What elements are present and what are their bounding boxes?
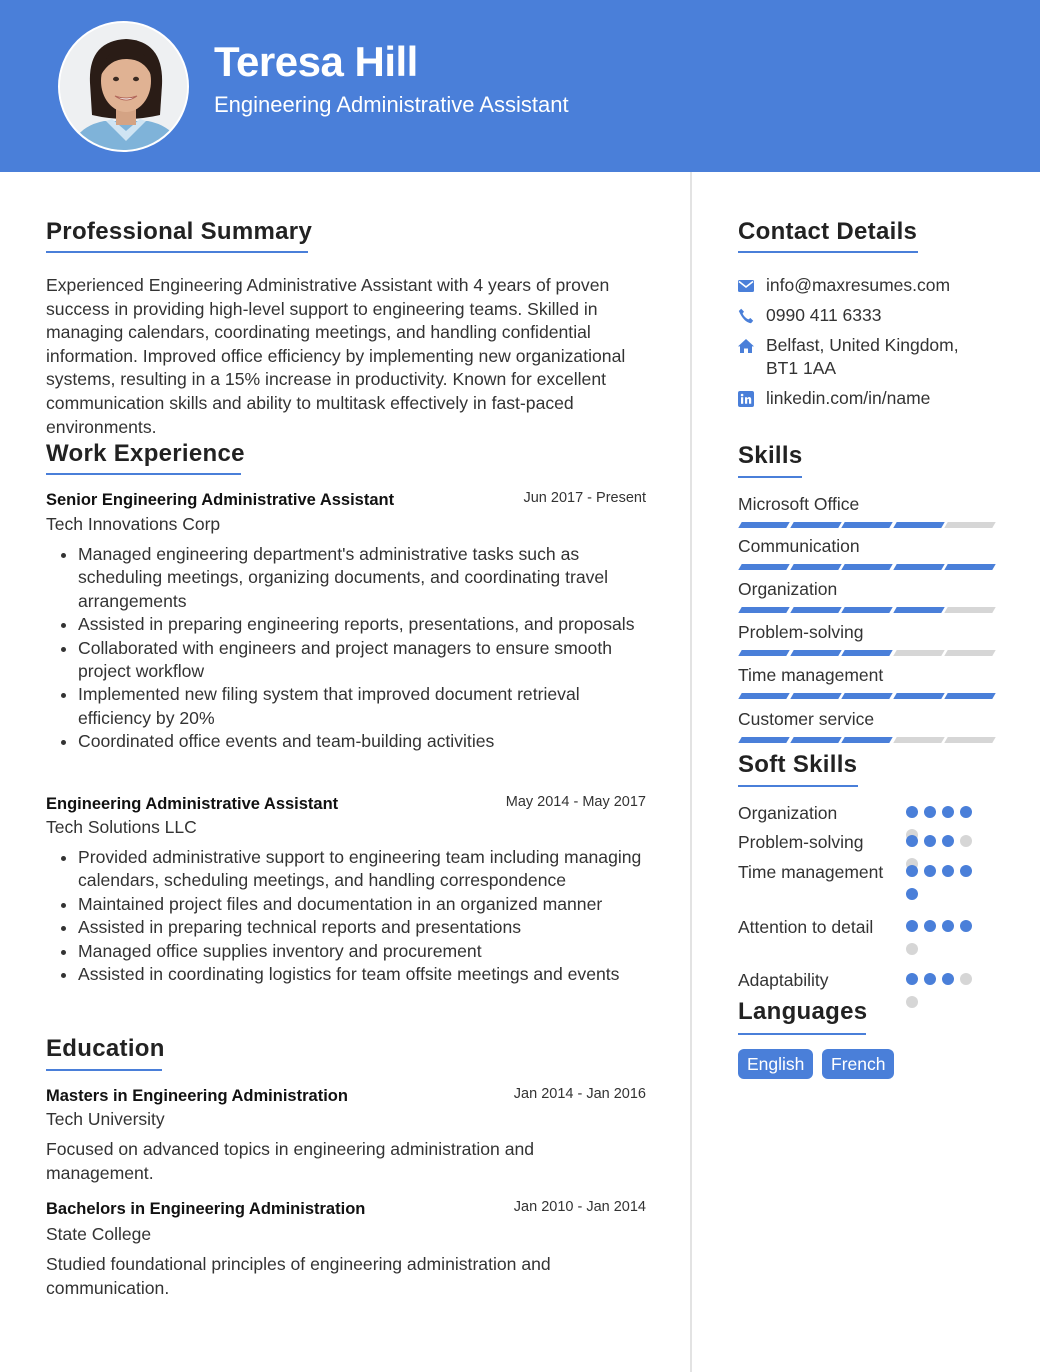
envelope-icon xyxy=(738,277,754,293)
rating-dot-filled xyxy=(906,865,918,877)
skill-segment-filled xyxy=(893,564,944,570)
skill-segment-filled xyxy=(944,564,995,570)
degree-date: Jan 2014 - Jan 2016 xyxy=(513,1086,646,1102)
rating-dot-empty xyxy=(960,835,972,847)
skill-segment-filled xyxy=(790,564,841,570)
language-tag: English xyxy=(738,1049,813,1079)
summary-text: Experienced Engineering Administrative Assistant with 4 years of proven success in providing high-level support to engineering teams. Skilled in managing calendars, coordinating meetings, and handling confidential information. Improved office efficiency by implementing new organizational systems, resulting in a 15% increase in productivity. Known for excellent communication skills and ability to multitask effectively in fast-paced environments. xyxy=(46,275,626,437)
skill-segment-filled xyxy=(944,693,995,699)
email-text: info@maxresumes.com xyxy=(766,275,951,295)
job-title: Senior Engineering Administrative Assistant xyxy=(46,491,395,509)
skill-segment-empty xyxy=(944,607,995,613)
soft-skill-name: Time management xyxy=(738,862,884,882)
job-bullet: • Collaborated with engineers and project managers to ensure smooth project workflow xyxy=(78,637,648,684)
language-tag: French xyxy=(822,1049,894,1079)
skill-segment-filled xyxy=(738,564,789,570)
skill-level-bar xyxy=(738,693,993,699)
contact-phone[interactable] xyxy=(738,304,998,328)
skills-underline xyxy=(738,476,802,478)
linkedin-text: linkedin.com/in/name xyxy=(766,388,931,408)
skill-segment-filled xyxy=(790,737,841,743)
skill-name: Time management xyxy=(738,665,884,685)
skill-segment-filled xyxy=(841,737,892,743)
phone-icon xyxy=(738,307,754,323)
profile-photo xyxy=(58,21,189,152)
rating-dot-filled xyxy=(924,973,936,985)
rating-dot-filled xyxy=(960,865,972,877)
degree-title: Masters in Engineering Administration xyxy=(46,1087,348,1105)
soft-skills-heading: Soft Skills xyxy=(738,751,858,778)
skill-segment-filled xyxy=(841,693,892,699)
linkedin-icon xyxy=(738,390,754,406)
soft-skill-name: Adaptability xyxy=(738,970,829,990)
skill-name: Organization xyxy=(738,579,838,599)
skill-level-bar xyxy=(738,564,993,570)
rating-dot-filled xyxy=(924,920,936,932)
candidate-title: Engineering Administrative Assistant xyxy=(214,92,569,117)
skill-name: Problem-solving xyxy=(738,622,864,642)
degree-title: Bachelors in Engineering Administration xyxy=(46,1200,366,1218)
skill-level-bar xyxy=(738,522,993,528)
rating-dot-filled xyxy=(924,835,936,847)
rating-dot-empty xyxy=(960,973,972,985)
job-company: Tech Solutions LLC xyxy=(46,817,197,837)
soft-skill-name: Organization xyxy=(738,803,838,823)
skill-segment-filled xyxy=(893,522,944,528)
rating-dot-filled xyxy=(942,865,954,877)
skill-level-bar xyxy=(738,607,993,613)
job-date: May 2014 - May 2017 xyxy=(505,794,646,810)
soft-skills-underline xyxy=(738,785,858,787)
rating-dot-filled xyxy=(960,806,972,818)
rating-dot-filled xyxy=(906,973,918,985)
school-name: Tech University xyxy=(46,1109,165,1129)
rating-dot-filled xyxy=(942,835,954,847)
rating-dot-filled xyxy=(906,888,918,900)
skill-segment-filled xyxy=(738,693,789,699)
address-text: Belfast, United Kingdom, BT1 1AA xyxy=(766,335,959,378)
rating-dot-filled xyxy=(942,973,954,985)
rating-dot-filled xyxy=(942,806,954,818)
skill-segment-filled xyxy=(790,607,841,613)
skill-segment-filled xyxy=(738,650,789,656)
contact-underline xyxy=(738,251,918,253)
skill-segment-filled xyxy=(893,693,944,699)
skill-segment-empty xyxy=(944,522,995,528)
skill-segment-filled xyxy=(790,693,841,699)
skill-segment-filled xyxy=(841,564,892,570)
skill-segment-empty xyxy=(944,650,995,656)
skill-segment-filled xyxy=(790,522,841,528)
rating-dot-filled xyxy=(924,865,936,877)
degree-date: Jan 2010 - Jan 2014 xyxy=(513,1199,646,1215)
rating-dot-empty xyxy=(906,943,918,955)
skill-segment-empty xyxy=(893,737,944,743)
skill-segment-filled xyxy=(893,607,944,613)
work-underline xyxy=(46,473,241,475)
resume-header xyxy=(0,0,1040,172)
education-underline xyxy=(46,1069,162,1071)
skill-segment-filled xyxy=(738,522,789,528)
skill-segment-filled xyxy=(790,650,841,656)
skills-heading: Skills xyxy=(738,442,803,469)
job-bullet: • Maintained project files and documentation in an organized manner xyxy=(78,893,648,916)
summary-underline xyxy=(46,251,308,253)
contact-email[interactable] xyxy=(738,274,998,298)
skill-segment-filled xyxy=(738,737,789,743)
rating-dot-empty xyxy=(906,996,918,1008)
skill-segment-filled xyxy=(841,607,892,613)
job-bullet: • Coordinated office events and team-building activities xyxy=(78,730,648,753)
degree-description: Focused on advanced topics in engineering administration and management. xyxy=(46,1139,535,1183)
job-bullets xyxy=(60,543,648,754)
contact-heading: Contact Details xyxy=(738,218,918,245)
languages-heading: Languages xyxy=(738,998,868,1025)
school-name: State College xyxy=(46,1224,152,1244)
skill-segment-filled xyxy=(841,522,892,528)
work-heading: Work Experience xyxy=(46,440,245,467)
contact-linkedin[interactable] xyxy=(738,387,998,411)
rating-dot-filled xyxy=(942,920,954,932)
job-bullet: • Assisted in preparing engineering reports, presentations, and proposals xyxy=(78,613,648,636)
skill-segment-filled xyxy=(841,650,892,656)
job-title: Engineering Administrative Assistant xyxy=(46,795,339,813)
rating-dot-filled xyxy=(906,920,918,932)
skill-level-bar xyxy=(738,650,993,656)
languages-underline xyxy=(738,1033,866,1035)
rating-dot-filled xyxy=(906,806,918,818)
soft-skill-name: Problem-solving xyxy=(738,832,864,852)
job-bullet: • Managed office supplies inventory and procurement xyxy=(78,940,648,963)
contact-address xyxy=(738,334,998,382)
rating-dot-filled xyxy=(924,806,936,818)
rating-dot-filled xyxy=(960,920,972,932)
skill-level-bar xyxy=(738,737,993,743)
home-icon xyxy=(738,337,754,353)
education-heading: Education xyxy=(46,1035,165,1062)
rating-dot-filled xyxy=(906,835,918,847)
job-bullet: • Implemented new filing system that improved document retrieval efficiency by 20% xyxy=(78,683,648,730)
phone-text: 0990 411 6333 xyxy=(766,305,882,325)
job-company: Tech Innovations Corp xyxy=(46,514,221,534)
column-divider xyxy=(690,172,692,1372)
job-bullet: • Assisted in preparing technical reports and presentations xyxy=(78,916,648,939)
summary-heading: Professional Summary xyxy=(46,218,313,245)
soft-skill-name: Attention to detail xyxy=(738,917,874,937)
skill-name: Communication xyxy=(738,536,860,556)
skill-name: Microsoft Office xyxy=(738,494,860,514)
job-bullet: • Provided administrative support to engineering team including managing calendars, scheduling meetings, and handling correspondence xyxy=(78,846,648,893)
job-bullet: • Assisted in coordinating logistics for team offsite meetings and events xyxy=(78,963,648,986)
candidate-name: Teresa Hill xyxy=(214,38,418,85)
degree-description: Studied foundational principles of engineering administration and communication. xyxy=(46,1254,551,1298)
job-bullets xyxy=(60,846,648,986)
skill-segment-filled xyxy=(738,607,789,613)
job-date: Jun 2017 - Present xyxy=(523,490,646,506)
skill-name: Customer service xyxy=(738,709,875,729)
job-bullet: • Managed engineering department's administrative tasks such as scheduling meetings, organizing documents, and coordinating travel arrangements xyxy=(78,543,648,613)
skill-segment-empty xyxy=(893,650,944,656)
skill-segment-empty xyxy=(944,737,995,743)
